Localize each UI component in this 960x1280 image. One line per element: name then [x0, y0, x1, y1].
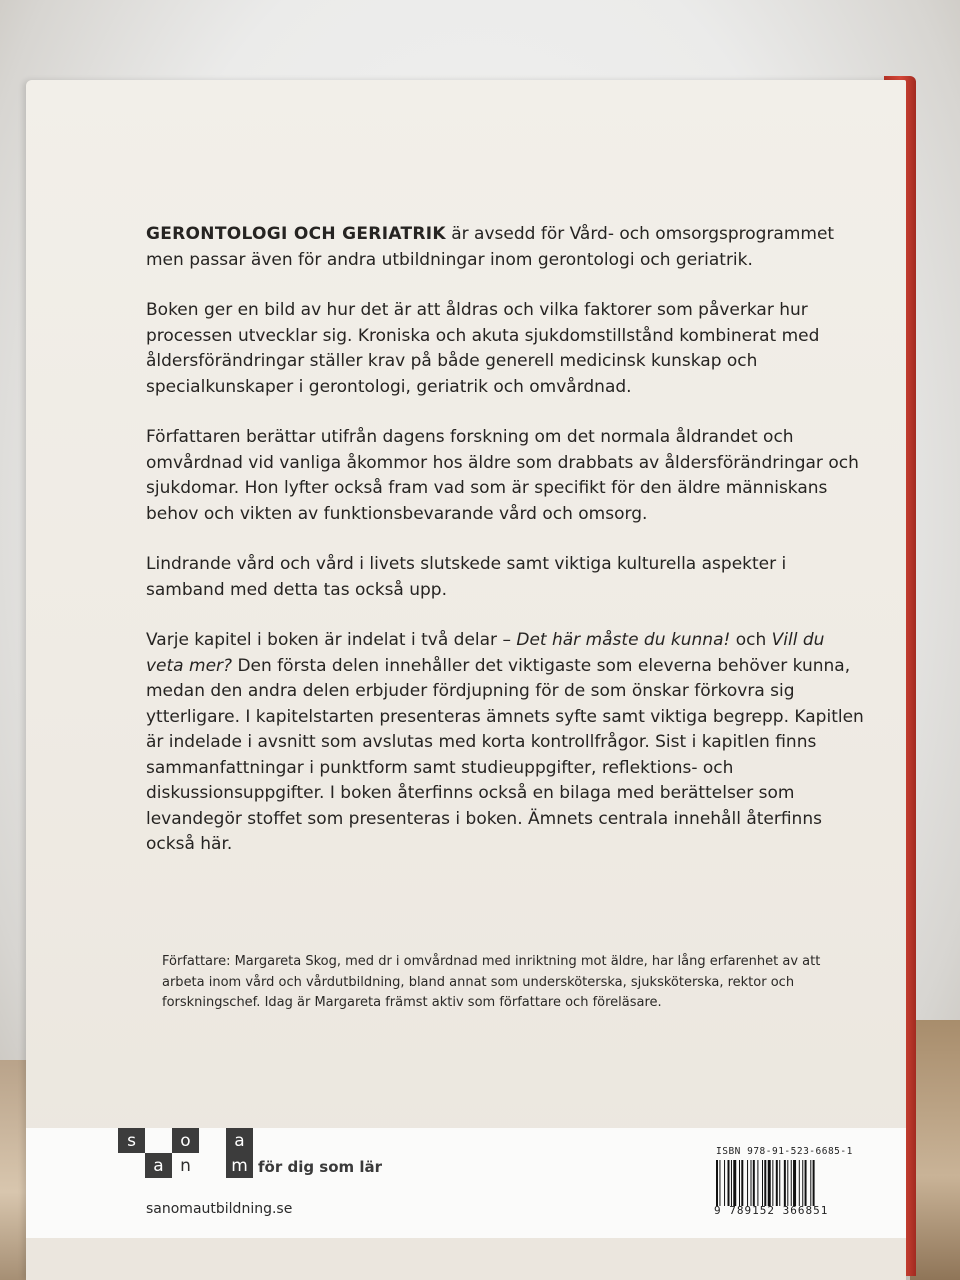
- barcode-bar: [810, 1160, 811, 1206]
- blurb-text: Den första delen innehåller det viktigaste som eleverna behöver kunna, medan den andra delen erbjuder fördjupning för de som önskar förkovra sig ytterligare. I kapitelstarten presenteras ämnets syfte samt viktiga begrepp. Kapitlen är indelade i avsnitt som avslutas med korta kontrollfrågor. Sist i kapitlen finns sammanfattningar i punktform samt studieuppgifter, reflektions- och diskussionsuppgifter. I boken återfinns också en bilaga med berättelser som levandegör stoffet som presenteras i boken. Ämnets centrala innehåll återfinns också här.: [146, 655, 864, 854]
- blurb-text: Varje kapitel i boken är indelat i två delar –: [146, 630, 517, 650]
- barcode-bar: [731, 1160, 732, 1206]
- blurb-paragraph-2: Boken ger en bild av hur det är att åldras och vilka faktorer som påverkar hur processen utvecklar sig. Kroniska och akuta sjukdomstillstånd kombinerat med åldersförändringar ställer krav på både generell medicinsk kunskap och specialkunskaper i gerontologi, geriatrik och omvårdnad.: [146, 300, 820, 397]
- logo-letter: o: [172, 1128, 199, 1153]
- logo-letter: a: [145, 1153, 172, 1178]
- blurb-text: är avsedd för Vård- och omsorgsprogrammet men passar även för andra utbildningar inom gerontologi och geriatrik.: [146, 224, 835, 270]
- barcode-bar: [805, 1160, 807, 1206]
- logo-blank: [145, 1128, 172, 1153]
- barcode-bar: [791, 1160, 792, 1206]
- logo-blank: [199, 1153, 226, 1178]
- blurb-paragraph-5: [146, 628, 866, 858]
- book-title: GERONTOLOGI OCH GERIATRIK: [146, 224, 446, 244]
- isbn-label: ISBN 978-91-523-6685-1: [716, 1146, 853, 1157]
- barcode-bar: [793, 1160, 796, 1206]
- section-name-italic: Det här måste du kunna!: [516, 630, 731, 650]
- barcode-bar: [764, 1160, 766, 1206]
- barcode-bar: [784, 1160, 786, 1206]
- barcode-bar: [719, 1160, 720, 1206]
- logo-letter: s: [118, 1128, 145, 1153]
- section-name-italic: Vill du veta mer?: [146, 630, 825, 676]
- barcode-bar: [813, 1160, 815, 1206]
- isbn-digits: 9 789152 366851: [714, 1204, 829, 1217]
- logo-blank: [118, 1153, 145, 1178]
- logo-blank: [199, 1128, 226, 1153]
- barcode-bar: [799, 1160, 800, 1206]
- barcode-bar: [787, 1160, 788, 1206]
- barcode: [716, 1160, 840, 1206]
- barcode-bar: [762, 1160, 763, 1206]
- barcode-bar: [728, 1160, 730, 1206]
- logo-letter: a: [226, 1128, 253, 1153]
- author-note: Författare: Margareta Skog, med dr i omvårdnad med inriktning mot äldre, har lång erfarenhet av att arbeta inom vård och vårdutbildning, bland annat som undersköterska, sjuksköterska, rektor och forskningschef. Idag är Margareta främst aktiv som författare och föreläsare.: [162, 954, 821, 1010]
- barcode-bar: [747, 1160, 748, 1206]
- blurb-text: och: [730, 630, 772, 650]
- barcode-bar: [779, 1160, 780, 1206]
- barcode-bar: [724, 1160, 725, 1206]
- barcode-bar: [739, 1160, 740, 1206]
- blurb-paragraph-1: [146, 222, 866, 273]
- publisher-tagline: för dig som lär: [258, 1158, 383, 1176]
- barcode-bar: [741, 1160, 743, 1206]
- barcode-bar: [757, 1160, 758, 1206]
- publisher-website: sanomautbildning.se: [146, 1201, 293, 1217]
- blurb-paragraph-3: Författaren berättar utifrån dagens forskning om det normala åldrandet och omvårdnad vid vanliga åkommor hos äldre som drabbats av åldersförändringar och sjukdomar. Hon lyfter också fram vad som är specifikt för den äldre människans behov och vikten av funktionsbevarande vård och omsorg.: [146, 427, 859, 524]
- barcode-bar: [716, 1160, 718, 1206]
- barcode-bar: [776, 1160, 778, 1206]
- floor-background-right: [910, 1020, 960, 1280]
- logo-letter: n: [172, 1153, 199, 1178]
- barcode-bar: [768, 1160, 771, 1206]
- logo-letter: m: [226, 1153, 253, 1178]
- barcode-bar: [753, 1160, 755, 1206]
- barcode-bar: [772, 1160, 773, 1206]
- barcode-bar: [751, 1160, 752, 1206]
- blurb-paragraph-4: Lindrande vård och vård i livets slutskede samt viktiga kulturella aspekter i samband med detta tas också upp.: [146, 554, 787, 600]
- back-cover-blurb: [146, 222, 866, 883]
- sanoma-logo: [118, 1128, 254, 1178]
- barcode-bar: [733, 1160, 736, 1206]
- barcode-bar: [802, 1160, 803, 1206]
